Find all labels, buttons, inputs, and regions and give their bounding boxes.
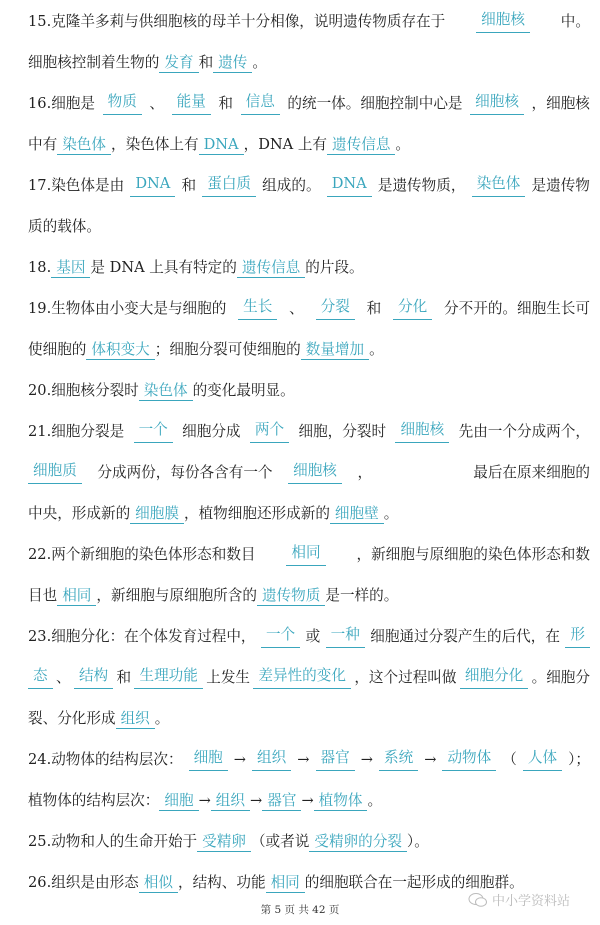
- question-text: 。: [369, 341, 384, 358]
- answer-blank: 器官: [316, 749, 355, 771]
- question-text: ，细胞核: [531, 95, 590, 112]
- question-text: 植物体的结构层次：: [28, 792, 160, 809]
- question-text: 、: [289, 300, 304, 317]
- question-text: 是遗传物质，: [377, 177, 466, 194]
- question-text: →: [198, 792, 211, 809]
- question-text: 上发生: [206, 669, 251, 686]
- answer-blank: 人体: [523, 749, 562, 771]
- watermark-text: 中小学资料站: [492, 894, 571, 909]
- question-text: 裂、分化形成: [28, 710, 116, 727]
- answer-blank: 植物体: [314, 792, 368, 811]
- question-text: 23.细胞分化：在个体发育过程中，: [28, 628, 256, 645]
- answer-blank: DNA: [130, 175, 175, 197]
- answer-blank: 数量增加: [301, 341, 369, 360]
- question-text: 目也: [28, 587, 58, 604]
- answer-blank: 系统: [379, 749, 418, 771]
- page-number: 第 5 页 共 42 页: [260, 904, 340, 916]
- question-text: 中有: [28, 136, 58, 153]
- answer-blank: 生长: [238, 298, 277, 320]
- question-text: 的变化最明显。: [192, 382, 295, 399]
- text-line: [28, 831, 590, 853]
- blank-gap: [388, 462, 458, 484]
- answer-blank: 一个: [134, 421, 173, 443]
- answer-blank: 细胞质: [28, 462, 82, 484]
- answer-blank: 染色体: [139, 382, 193, 401]
- question-text: 26.组织是由形态: [28, 874, 139, 891]
- question-text: 使细胞的: [28, 341, 87, 358]
- question-text: 中央，形成新的: [28, 505, 131, 522]
- question-text: →: [233, 751, 247, 768]
- answer-blank: 信息: [241, 93, 280, 115]
- answer-blank: 组织: [116, 710, 155, 729]
- question-text: →: [250, 792, 263, 809]
- answer-blank: 组织: [252, 749, 291, 771]
- watermark: [468, 890, 570, 909]
- answer-blank: 蛋白质: [202, 175, 256, 197]
- answer-blank: 遗传物质: [257, 587, 325, 606]
- answer-blank: 细胞核: [395, 421, 449, 443]
- question-text: 组成的。: [262, 177, 321, 194]
- question-text: 和: [116, 669, 132, 686]
- question-text: 细胞通过分裂产生的后代，在: [370, 628, 560, 645]
- answer-blank: DNA: [327, 175, 372, 197]
- answer-blank: 遗传信息: [327, 136, 395, 155]
- answer-blank: 能量: [172, 93, 211, 115]
- answer-blank: 染色体: [472, 175, 526, 197]
- answer-blank: 态: [28, 667, 53, 689]
- answer-blank: 细胞核: [476, 11, 530, 33]
- answer-blank: 组织: [211, 792, 250, 811]
- answer-blank: 基因: [51, 259, 90, 278]
- question-text: 22.两个新细胞的染色体形态和数目: [28, 546, 256, 563]
- text-line: [28, 462, 590, 484]
- question-text: 。: [367, 792, 383, 809]
- question-text: ，结构、功能: [177, 874, 266, 891]
- answer-blank: 细胞: [189, 749, 228, 771]
- answer-blank: 两个: [250, 421, 289, 443]
- question-text: 分不开的。细胞生长可: [444, 300, 590, 317]
- question-text: 21.细胞分裂是: [28, 423, 125, 440]
- question-text: 和: [181, 177, 197, 194]
- text-line: [28, 790, 590, 812]
- question-text: 最后在原来细胞的: [473, 464, 590, 481]
- answer-blank: 细胞核: [470, 93, 524, 115]
- question-text: 18.: [28, 259, 52, 276]
- question-text: →: [297, 751, 310, 768]
- answer-blank: 器官: [262, 792, 301, 811]
- question-text: （或者说: [250, 833, 310, 850]
- question-text: 是 DNA 上具有特定的: [90, 259, 237, 276]
- question-text: 。: [395, 136, 411, 153]
- question-text: 的细胞联合在一起形成的细胞群。: [304, 874, 524, 891]
- question-text: ，植物细胞还形成新的: [183, 505, 330, 522]
- answer-blank: 形: [565, 626, 590, 648]
- text-line: [28, 421, 590, 443]
- answer-blank: 相同: [57, 587, 96, 606]
- question-text: ，: [357, 464, 373, 481]
- question-text: ，这个过程叫做: [354, 669, 457, 686]
- answer-blank: 发育: [159, 54, 198, 73]
- answer-blank: 细胞壁: [330, 505, 384, 524]
- answer-blank: 动物体: [442, 749, 496, 771]
- question-text: 。: [154, 710, 170, 727]
- answer-blank: DNA: [199, 136, 244, 155]
- question-text: 或: [305, 628, 321, 645]
- wechat-icon: [468, 892, 488, 908]
- text-line: [28, 503, 590, 525]
- answer-blank: 一种: [326, 626, 365, 648]
- answer-blank: 相似: [139, 874, 178, 893]
- question-text: 分成两份，每份各含有一个: [97, 464, 273, 481]
- question-text: 和: [218, 95, 233, 112]
- question-text: 细胞，分裂时: [298, 423, 387, 440]
- text-line: [28, 380, 590, 402]
- question-text: 先由一个分成两个，: [458, 423, 590, 440]
- question-text: ，染色体上有: [111, 136, 199, 153]
- answer-blank: 生理功能: [134, 667, 202, 689]
- text-line: [28, 175, 590, 197]
- question-text: 20.细胞核分裂时: [28, 382, 139, 399]
- text-line: [28, 626, 590, 648]
- answer-blank: 细胞核: [288, 462, 342, 484]
- question-text: 15.克隆羊多莉与供细胞核的母羊十分相像，说明遗传物质存在于: [28, 13, 446, 30]
- question-text: 和: [366, 300, 382, 317]
- question-text: 19.生物体由小变大是与细胞的: [28, 300, 227, 317]
- question-text: ，DNA 上有: [243, 136, 328, 153]
- answer-blank: 细胞分化: [460, 667, 528, 689]
- answer-blank: 相同: [286, 544, 325, 566]
- text-line: [28, 708, 590, 730]
- text-line: [28, 298, 590, 320]
- answer-blank: 遗传: [213, 54, 252, 73]
- text-line: [28, 216, 590, 238]
- question-text: 的片段。: [305, 259, 364, 276]
- question-text: →: [424, 751, 437, 768]
- text-line: [28, 667, 590, 689]
- question-text: 是遗传物: [531, 177, 590, 194]
- question-text: 。细胞分: [531, 669, 590, 686]
- text-line: [28, 134, 590, 156]
- answer-blank: 结构: [74, 667, 113, 689]
- question-text: ，新细胞与原细胞的染色体形态和数: [356, 546, 590, 563]
- question-text: 17.染色体是由: [28, 177, 125, 194]
- text-line: [28, 749, 590, 771]
- answer-blank: 染色体: [57, 136, 111, 155]
- text-line: [28, 52, 590, 74]
- question-text: 。: [383, 505, 399, 522]
- question-text: 、: [55, 669, 71, 686]
- question-text: →: [301, 792, 314, 809]
- question-text: 细胞分成: [182, 423, 241, 440]
- question-text: 24.动物体的结构层次：: [28, 751, 183, 768]
- answer-blank: 分裂: [316, 298, 355, 320]
- question-text: 16.细胞是: [28, 95, 95, 112]
- question-text: ；细胞分裂可使细胞的: [154, 341, 301, 358]
- text-line: [28, 339, 590, 361]
- question-text: （: [502, 751, 517, 768]
- question-text: →: [360, 751, 373, 768]
- text-line: [28, 93, 590, 115]
- question-text: 和: [198, 54, 214, 71]
- text-line: [28, 544, 590, 566]
- question-text: ）。: [406, 833, 429, 850]
- question-text: ）；: [568, 751, 590, 768]
- answer-blank: 细胞膜: [130, 505, 184, 524]
- text-line: [28, 257, 590, 279]
- question-text: 中。: [560, 13, 590, 30]
- question-text: 25.动物和人的生命开始于: [28, 833, 198, 850]
- text-line: [28, 11, 590, 33]
- text-line: [28, 585, 590, 607]
- question-text: 、: [149, 95, 164, 112]
- answer-blank: 受精卵: [197, 833, 251, 852]
- answer-blank: 受精卵的分裂: [309, 833, 407, 852]
- answer-blank: 体积变大: [86, 341, 154, 360]
- question-text: 。: [252, 54, 267, 71]
- question-text: 细胞核控制着生物的: [28, 54, 160, 71]
- answer-blank: 相同: [266, 874, 305, 893]
- answer-blank: 细胞: [159, 792, 198, 811]
- answer-blank: 一个: [261, 626, 300, 648]
- question-text: ，新细胞与原细胞所含的: [96, 587, 257, 604]
- answer-blank: 遗传信息: [237, 259, 305, 278]
- question-text: 是一样的。: [325, 587, 399, 604]
- answer-blank: 物质: [103, 93, 142, 115]
- answer-blank: 分化: [393, 298, 432, 320]
- question-text: 的统一体。细胞控制中心是: [287, 95, 463, 112]
- answer-blank: 差异性的变化: [253, 667, 351, 689]
- question-text: 质的载体。: [28, 218, 101, 235]
